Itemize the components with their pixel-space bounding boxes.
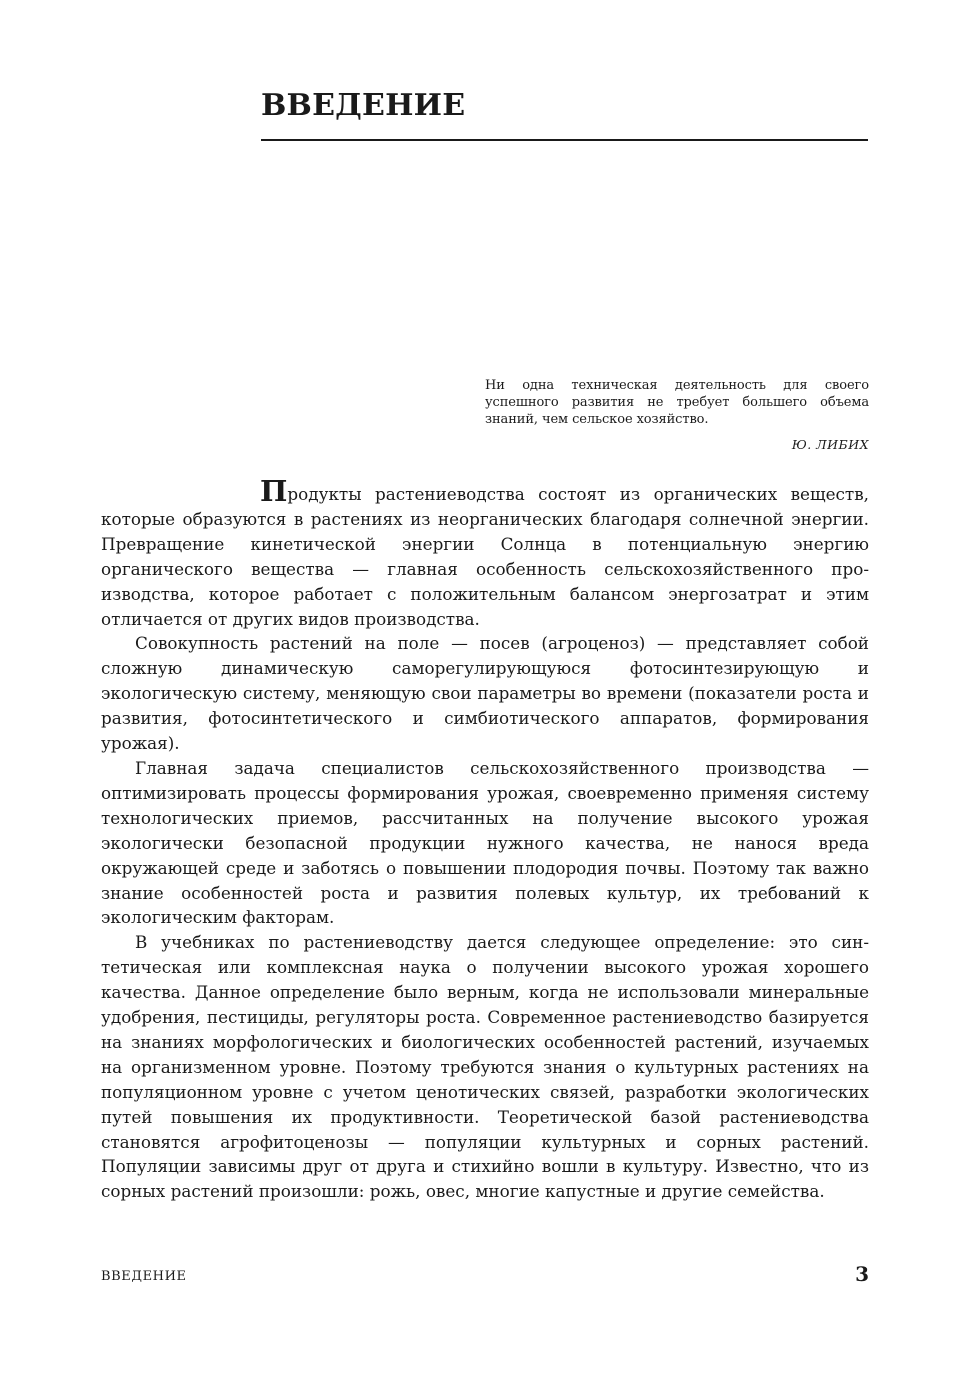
epigraph-author: Ю. ЛИБИХ [791,436,869,452]
chapter-title: ВВЕДЕНИЕ [261,88,466,123]
paragraph-2: Совокупность растений на поле — посев (агроценоз) — представляет собой сложную динамическую саморегулирующуюся фотосинтезирующую и экологическую систему, меняющую свои параметры во времени (показатели роста и развития, фотосинтетического и симбиотического аппаратов, формирования урожая). [101,633,869,754]
epigraph [485,377,869,453]
paragraph-1-text: родукты растениеводства состоят из органических веществ, которые образуются в растениях из неорганических благодаря солнечной энергии. Превращение кинетической энергии Солнца в потенциальную энергию органического вещества — главная особенность сельскохозяйственного производства, которое работает с положительным балансом энергозатрат и этим отличается от других видов производства. [101,484,869,629]
epigraph-text: Ни одна техническая деятельность для своего успешного развития не требует большего объема знаний, чем сельское хозяйство. [485,378,869,428]
paragraph-4: В учебниках по растениеводству дается следующее определение: это синтетическая или комплексная наука о получении высокого урожая хорошего качества. Данное определение было верным, когда не использовали минеральные удобрения, пестициды, регуляторы роста. Современное растениеводство базируется на знаниях морфологических и биологических особенностей растений, изучаемых на организменном уровне. Поэтому требуются знания о культурных растениях на популяционном уровне с учетом ценотических связей, разработки экологических путей повышения их продуктивности. Теоретической базой растениеводства становятся агрофитоценозы — популяции культурных и сорных растений. Популяции зависимы друг от друга и стихийно вошли в культуру. Известно, что из сорных растений произошли: рожь, овес, многие капустные и другие семейства. [101,932,869,1202]
drop-cap: П [260,474,288,508]
running-head: ВВЕДЕНИЕ [101,1269,187,1284]
paragraph-1 [101,474,869,631]
title-rule [261,139,868,141]
page-number: 3 [855,1262,869,1286]
paragraph-3: Главная задача специалистов сельскохозяйственного производства — оптимизировать процессы формирования урожая, своевременно применяя систему технологических приемов, рассчитанных на получение высокого урожая экологически безопасной продукции нужного качества, не нанося вреда окружающей среде и заботясь о повышении плодородия почвы. Поэтому так важно знание особенностей роста и развития полевых культур, их требований к экологическим факторам. [101,757,869,928]
body-text [101,474,869,1204]
